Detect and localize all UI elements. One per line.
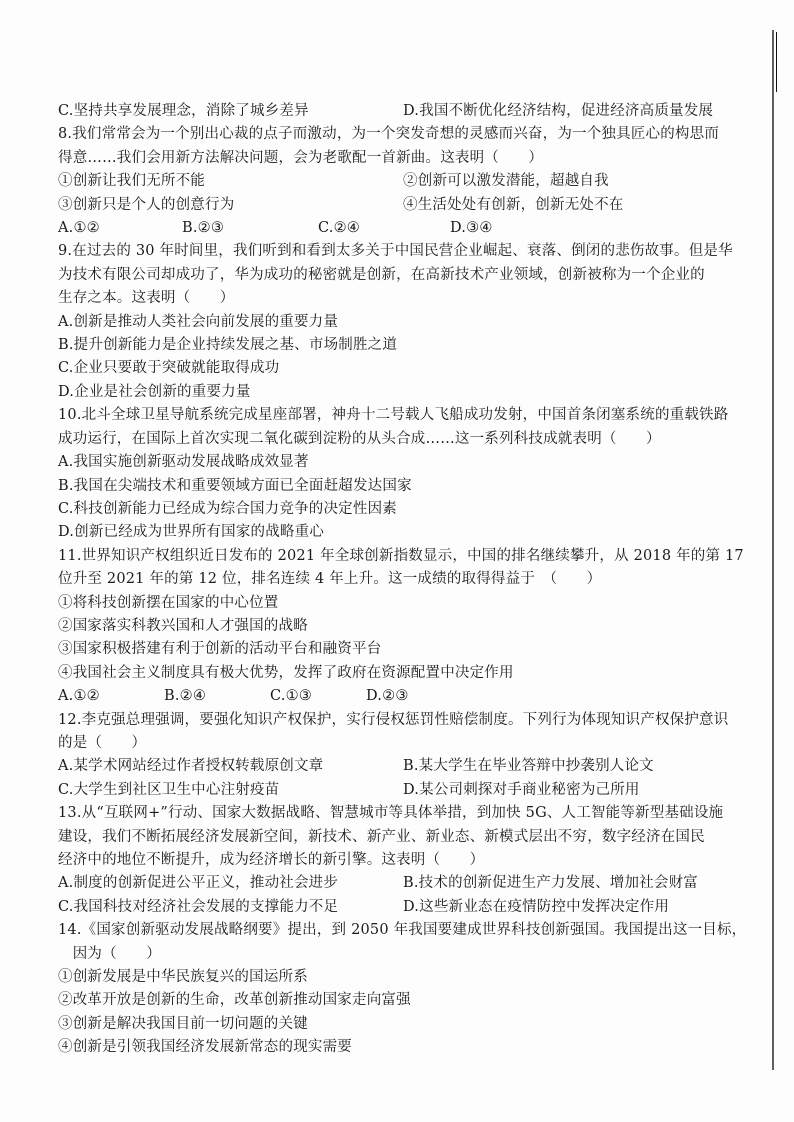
q8-items-34 (58, 194, 748, 217)
q13-option-a[interactable]: A.制度的创新促进公平正义，推动社会进步 (58, 875, 339, 892)
exam-page (58, 100, 748, 1060)
q9-option-c[interactable]: C.企业只要敢于突破就能取得成功 (58, 360, 280, 377)
q9-option-a[interactable]: A.创新是推动人类社会向前发展的重要力量 (58, 313, 339, 330)
q8-option-a[interactable]: A.①② (58, 220, 100, 237)
q8-options (58, 217, 748, 240)
q10-stem-line-1: 10.北斗全球卫星导航系统完成星座部署，神舟十二号载人飞船成功发射，中国首条闭塞系统的重载铁路 (58, 407, 729, 424)
q12-options-cd (58, 779, 748, 802)
q11-item-2: ②国家落实科教兴国和人才强国的战略 (58, 617, 308, 634)
q13-option-b[interactable]: B.技术的创新促进生产力发展、增加社会财富 (403, 875, 698, 892)
q8-option-b[interactable]: B.②③ (182, 220, 225, 237)
q14-item-3: ③创新是解决我国目前一切问题的关键 (58, 1015, 308, 1032)
q13-option-d[interactable]: D.这些新业态在疫情防控中发挥决定作用 (403, 898, 670, 915)
q12-option-b[interactable]: B.某大学生在毕业答辩中抄袭别人论文 (403, 758, 654, 775)
q10-stem-line-2: 成功运行，在国际上首次实现二氧化碳到淀粉的从头合成……这一系列科技成就表明（ ） (58, 430, 661, 447)
q8-stem-line-2: 得意……我们会用新方法解决问题，会为老歌配一首新曲。这表明（ ） (58, 149, 544, 166)
q13-options-ab (58, 872, 748, 895)
q9-stem-line-3: 生存之本。这表明（ ） (58, 290, 235, 307)
q9-stem-line-2: 为技术有限公司却成功了，华为成功的秘密就是创新，在高新技术产业领域，创新被称为一个企业的 (58, 266, 705, 283)
q10-option-d[interactable]: D.创新已经成为世界所有国家的战略重心 (58, 524, 325, 541)
q8-stem-line-1: 8.我们常常会为一个别出心裁的点子而激动，为一个突发奇想的灵感而兴奋，为一个独具匠心的构思而 (58, 126, 720, 143)
q8-option-d[interactable]: D.③④ (450, 220, 493, 237)
q7-options-cd (58, 100, 748, 123)
q8-item-4: ④生活处处有创新，创新无处不在 (403, 196, 624, 213)
q13-options-cd (58, 896, 748, 919)
q8-option-c[interactable]: C.②④ (318, 220, 360, 237)
q8-item-1: ①创新让我们无所不能 (58, 173, 205, 190)
q14-stem-line-2: 因为（ ） (58, 945, 161, 962)
q9-option-b[interactable]: B.提升创新能力是企业持续发展之基、市场制胜之道 (58, 337, 398, 354)
q8-item-3: ③创新只是个人的创意行为 (58, 196, 235, 213)
q10-option-b[interactable]: B.我国在尖端技术和重要领域方面已全面赶超发达国家 (58, 477, 412, 494)
scan-edge-mark (776, 32, 777, 92)
q13-stem-line-1: 13.从“互联网+”行动、国家大数据战略、智慧城市等具体举措，到加快 5G、人工智能等新型基础设施 (58, 805, 724, 822)
q11-stem-line-2: 位升至 2021 年的第 12 位，排名连续 4 年上升。这一成绩的取得得益于 （ ） (58, 571, 602, 588)
q9-option-d[interactable]: D.企业是社会创新的重要力量 (58, 383, 251, 400)
q11-item-3: ③国家积极搭建有利于创新的活动平台和融资平台 (58, 641, 382, 658)
q10-option-a[interactable]: A.我国实施创新驱动发展战略成效显著 (58, 454, 309, 471)
q13-option-c[interactable]: C.我国科技对经济社会发展的支撑能力不足 (58, 898, 339, 915)
q11-option-b[interactable]: B.②④ (164, 688, 207, 705)
scan-edge-line (772, 30, 774, 1070)
q7-option-c[interactable]: C.坚持共享发展理念，消除了城乡差异 (58, 103, 309, 119)
q14-item-4: ④创新是引领我国经济发展新常态的现实需要 (58, 1039, 352, 1056)
q7-option-d[interactable]: D.我国不断优化经济结构，促进经济高质量发展 (403, 103, 714, 119)
q8-item-2: ②创新可以激发潜能，超越自我 (403, 173, 609, 190)
q9-stem-line-1: 9.在过去的 30 年时间里，我们听到和看到太多关于中国民营企业崛起、衰落、倒闭的悲伤故事。但是华 (58, 243, 733, 260)
q11-item-4: ④我国社会主义制度具有极大优势，发挥了政府在资源配置中决定作用 (58, 664, 514, 681)
q11-stem-line-1: 11.世界知识产权组织近日发布的 2021 年全球创新指数显示，中国的排名继续攀升，从 2018 年的第 17 (58, 547, 744, 564)
q11-option-c[interactable]: C.①③ (270, 688, 312, 705)
q8-items-12 (58, 170, 748, 193)
q11-options (58, 685, 748, 708)
q11-option-a[interactable]: A.①② (58, 688, 100, 705)
q14-item-1: ①创新发展是中华民族复兴的国运所系 (58, 969, 308, 986)
q12-option-c[interactable]: C.大学生到社区卫生中心注射疫苗 (58, 781, 280, 798)
q13-stem-line-3: 经济中的地位不断提升，成为经济增长的新引擎。这表明（ ） (58, 852, 485, 868)
q12-option-d[interactable]: D.某公司刺探对手商业秘密为己所用 (403, 781, 640, 798)
q14-item-2: ②改革开放是创新的生命，改革创新推动国家走向富强 (58, 992, 411, 1009)
q14-stem-line-1: 14.《国家创新驱动发展战略纲要》提出，到 2050 年我国要建成世界科技创新强国。我国提出这一目标， (58, 922, 747, 939)
q12-stem-line-1: 12.李克强总理强调，要强化知识产权保护，实行侵权惩罚性赔偿制度。下列行为体现知识产权保护意识 (58, 711, 729, 728)
q11-option-d[interactable]: D.②③ (366, 688, 409, 705)
q11-item-1: ①将科技创新摆在国家的中心位置 (58, 594, 279, 611)
q12-options-ab (58, 755, 748, 778)
q13-stem-line-2: 建设，我们不断拓展经济发展新空间，新技术、新产业、新业态、新模式层出不穷，数字经济在国民 (58, 828, 705, 845)
q10-option-c[interactable]: C.科技创新能力已经成为综合国力竞争的决定性因素 (58, 500, 397, 517)
q12-option-a[interactable]: A.某学术网站经过作者授权转载原创文章 (58, 758, 324, 775)
q12-stem-line-2: 的是（ ） (58, 734, 147, 751)
